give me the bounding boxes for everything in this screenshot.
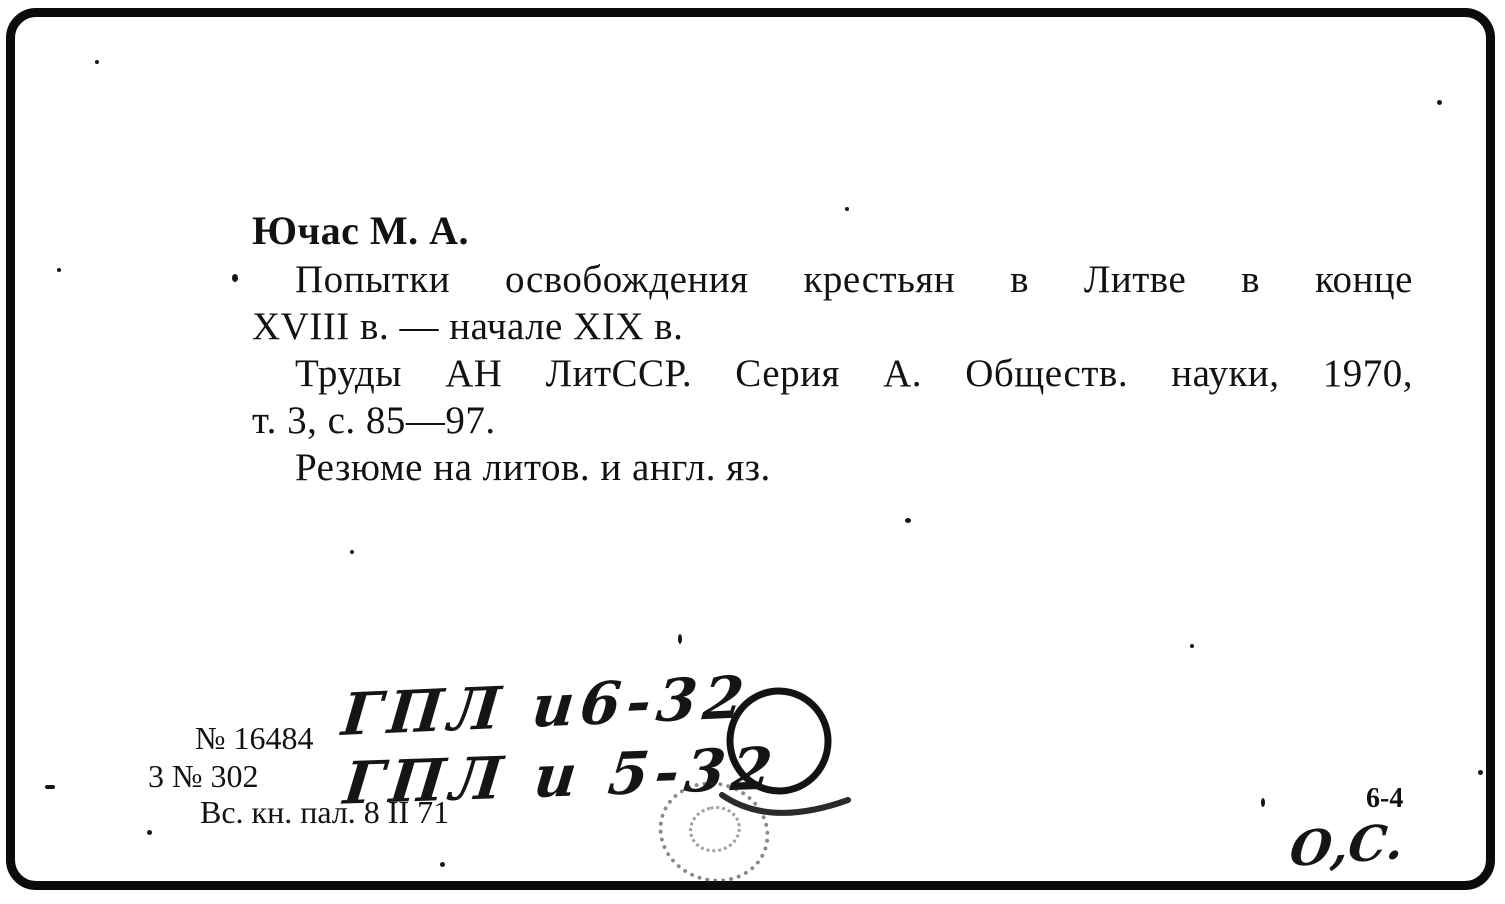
- author-line: Ючас М. А.: [252, 208, 469, 253]
- source-line-1: Труды АН ЛитССР. Серия А. Обществ. науки, 1970,: [295, 352, 1413, 395]
- speckle: [45, 785, 55, 789]
- speckle: [1437, 100, 1442, 105]
- corner-code: 6-4: [1366, 783, 1404, 814]
- title-line-1: Попытки освобождения крестьян в Литве в конце: [295, 258, 1413, 301]
- title-line-2: XVIII в. — начале XIX в.: [252, 305, 684, 348]
- speckle: [57, 268, 61, 272]
- bibliographic-entry: [252, 207, 1422, 491]
- speckle: [678, 634, 682, 644]
- handwritten-shelfmark-2: ГПЛ и 5-32: [340, 734, 782, 818]
- speckle: [1261, 798, 1265, 807]
- book-chamber-date: Вс. кн. пал. 8 II 71: [200, 794, 450, 830]
- speckle: [147, 830, 152, 835]
- summary-line: Резюме на литов. и англ. яз.: [295, 446, 771, 489]
- speckle: [905, 518, 911, 523]
- accession-number: № 16484: [195, 720, 314, 756]
- speckle: [440, 862, 445, 867]
- speckle: [232, 274, 238, 282]
- handwritten-initials: О,С.: [1287, 813, 1407, 879]
- source-line-2: т. 3, с. 85—97.: [252, 399, 496, 442]
- speckle: [845, 207, 849, 211]
- speckle: [1478, 770, 1483, 775]
- handwritten-shelfmark-1: ГПЛ и6-32: [338, 662, 753, 750]
- speckle: [350, 550, 354, 554]
- speckle: [1190, 644, 1194, 648]
- stamp-smudge-inner: [685, 801, 745, 857]
- series-number: 3 № 302: [148, 758, 259, 794]
- speckle: [95, 60, 99, 64]
